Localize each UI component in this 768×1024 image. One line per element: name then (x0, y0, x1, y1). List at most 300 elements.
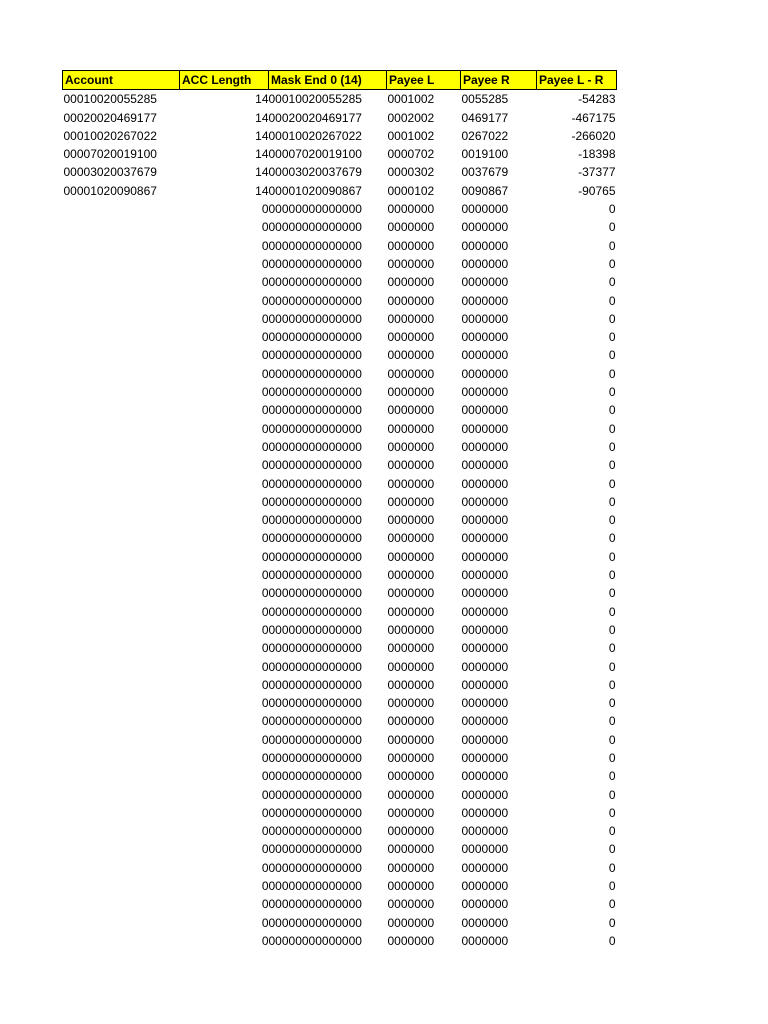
cell-payee-r[interactable]: 0000000 (461, 494, 509, 509)
cell-payee-l[interactable]: 0000000 (387, 439, 435, 454)
cell-payee-diff[interactable]: -90765 (578, 183, 616, 198)
cell-acc-length[interactable]: 0 (261, 476, 269, 491)
cell-account[interactable] (63, 749, 180, 767)
cell-acc-length[interactable]: 0 (261, 439, 269, 454)
cell-acc-length[interactable]: 0 (261, 385, 269, 400)
cell-payee-l[interactable]: 0000000 (387, 696, 435, 711)
cell-mask-end[interactable]: 00000000000000 (268, 458, 362, 473)
cell-payee-diff[interactable]: 0 (608, 385, 616, 400)
cell-payee-diff[interactable]: 0 (608, 622, 616, 637)
cell-payee-r[interactable]: 0000000 (461, 787, 509, 802)
table-row (63, 529, 617, 547)
cell-mask-end[interactable]: 00007020019100 (268, 147, 362, 162)
cell-acc-length[interactable]: 0 (261, 824, 269, 839)
cell-account[interactable] (63, 255, 180, 273)
cell-acc-length[interactable]: 0 (261, 604, 269, 619)
cell-payee-diff[interactable]: 0 (608, 879, 616, 894)
table-row (63, 237, 617, 255)
cell-account[interactable] (63, 804, 180, 822)
cell-payee-l[interactable]: 0000000 (387, 494, 435, 509)
cell-payee-l[interactable]: 0000000 (387, 769, 435, 784)
cell-mask-end[interactable]: 00000000000000 (268, 256, 362, 271)
cell-account[interactable] (63, 200, 180, 218)
cell-account[interactable]: 00007020019100 (63, 147, 157, 162)
cell-payee-l[interactable]: 0000000 (387, 641, 435, 656)
cell-account[interactable] (63, 310, 180, 328)
cell-acc-length[interactable]: 14 (255, 128, 269, 143)
table-row (63, 712, 617, 730)
cell-mask-end[interactable]: 00000000000000 (268, 824, 362, 839)
cell-account[interactable] (63, 475, 180, 493)
cell-payee-diff[interactable]: 0 (608, 330, 616, 345)
cell-account[interactable] (63, 346, 180, 364)
cell-mask-end[interactable]: 00000000000000 (268, 677, 362, 692)
cell-mask-end[interactable]: 00000000000000 (268, 696, 362, 711)
cell-mask-end[interactable]: 00003020037679 (268, 165, 362, 180)
cell-account[interactable] (63, 859, 180, 877)
cell-payee-r[interactable]: 0000000 (461, 385, 509, 400)
cell-account[interactable] (63, 676, 180, 694)
cell-payee-diff[interactable]: 0 (608, 238, 616, 253)
cell-mask-end[interactable]: 00000000000000 (268, 275, 362, 290)
cell-acc-length[interactable]: 0 (261, 641, 269, 656)
cell-payee-l[interactable]: 0000000 (387, 385, 435, 400)
cell-payee-diff[interactable]: 0 (608, 458, 616, 473)
cell-payee-r[interactable]: 0000000 (461, 311, 509, 326)
cell-payee-l[interactable]: 0000000 (387, 513, 435, 528)
cell-payee-diff[interactable]: 0 (608, 787, 616, 802)
cell-payee-r[interactable]: 0000000 (461, 330, 509, 345)
table-row (63, 877, 617, 895)
cell-mask-end[interactable]: 00000000000000 (268, 421, 362, 436)
cell-payee-l[interactable]: 0000000 (387, 604, 435, 619)
cell-payee-diff[interactable]: 0 (608, 275, 616, 290)
cell-acc-length[interactable]: 0 (261, 915, 269, 930)
cell-payee-diff[interactable]: 0 (608, 494, 616, 509)
cell-payee-r[interactable]: 0037679 (461, 165, 509, 180)
cell-payee-r[interactable]: 0000000 (461, 879, 509, 894)
cell-payee-diff[interactable]: 0 (608, 641, 616, 656)
cell-mask-end[interactable]: 00000000000000 (268, 330, 362, 345)
cell-acc-length[interactable]: 0 (261, 568, 269, 583)
cell-payee-l[interactable]: 0000000 (387, 787, 435, 802)
cell-acc-length[interactable]: 14 (255, 110, 269, 125)
cell-mask-end[interactable]: 00000000000000 (268, 531, 362, 546)
cell-payee-diff[interactable]: 0 (608, 220, 616, 235)
cell-acc-length[interactable]: 0 (261, 330, 269, 345)
cell-payee-r[interactable]: 0000000 (461, 933, 509, 948)
cell-payee-diff[interactable]: -266020 (571, 128, 616, 143)
cell-payee-diff[interactable]: 0 (608, 897, 616, 912)
cell-payee-diff[interactable]: 0 (608, 202, 616, 217)
cell-payee-l[interactable]: 0000000 (387, 348, 435, 363)
cell-payee-l[interactable]: 0000302 (387, 165, 435, 180)
cell-mask-end[interactable]: 00000000000000 (268, 513, 362, 528)
cell-payee-r[interactable]: 0267022 (461, 128, 509, 143)
cell-payee-r[interactable]: 0000000 (461, 604, 509, 619)
cell-acc-length[interactable]: 0 (261, 897, 269, 912)
cell-mask-end[interactable]: 00000000000000 (268, 238, 362, 253)
cell-payee-diff[interactable]: 0 (608, 549, 616, 564)
cell-payee-l[interactable]: 0000000 (387, 659, 435, 674)
cell-payee-r[interactable]: 0000000 (461, 366, 509, 381)
cell-mask-end[interactable]: 00010020267022 (268, 128, 362, 143)
cell-acc-length[interactable]: 0 (261, 586, 269, 601)
cell-payee-r[interactable]: 0000000 (461, 641, 509, 656)
cell-payee-diff[interactable]: 0 (608, 696, 616, 711)
table-row (63, 346, 617, 364)
cell-acc-length[interactable]: 14 (255, 147, 269, 162)
cell-acc-length[interactable]: 0 (261, 677, 269, 692)
cell-account[interactable] (63, 786, 180, 804)
cell-payee-l[interactable]: 0001002 (387, 92, 435, 107)
cell-payee-l[interactable]: 0000000 (387, 256, 435, 271)
cell-payee-l[interactable]: 0000000 (387, 824, 435, 839)
cell-payee-diff[interactable]: 0 (608, 348, 616, 363)
header-payee-l[interactable]: Payee L (387, 71, 461, 90)
cell-payee-r[interactable]: 0000000 (461, 805, 509, 820)
cell-payee-l[interactable]: 0000000 (387, 311, 435, 326)
cell-account[interactable] (63, 401, 180, 419)
cell-payee-r[interactable]: 0000000 (461, 513, 509, 528)
cell-payee-diff[interactable]: 0 (608, 531, 616, 546)
cell-payee-r[interactable]: 0000000 (461, 842, 509, 857)
header-acc-length[interactable]: ACC Length (180, 71, 269, 90)
cell-mask-end[interactable]: 00000000000000 (268, 348, 362, 363)
cell-account[interactable] (63, 292, 180, 310)
cell-payee-r[interactable]: 0000000 (461, 677, 509, 692)
cell-payee-diff[interactable]: 0 (608, 439, 616, 454)
cell-payee-l[interactable]: 0000000 (387, 293, 435, 308)
cell-payee-l[interactable]: 0000000 (387, 531, 435, 546)
cell-payee-l[interactable]: 0000000 (387, 275, 435, 290)
cell-mask-end[interactable]: 00000000000000 (268, 659, 362, 674)
cell-account[interactable]: 00010020055285 (63, 92, 157, 107)
table-row (63, 90, 617, 109)
cell-payee-l[interactable]: 0000000 (387, 330, 435, 345)
table-row (63, 218, 617, 236)
cell-payee-diff[interactable]: 0 (608, 677, 616, 692)
cell-mask-end[interactable]: 00000000000000 (268, 403, 362, 418)
cell-acc-length[interactable]: 0 (261, 293, 269, 308)
cell-payee-diff[interactable]: 0 (608, 750, 616, 765)
cell-account[interactable] (63, 822, 180, 840)
cell-acc-length[interactable]: 14 (255, 92, 269, 107)
header-payee-diff[interactable]: Payee L - R (537, 71, 617, 90)
cell-acc-length[interactable]: 0 (261, 860, 269, 875)
cell-payee-l[interactable]: 0000000 (387, 933, 435, 948)
cell-payee-r[interactable]: 0000000 (461, 531, 509, 546)
cell-mask-end[interactable]: 00000000000000 (268, 622, 362, 637)
cell-account[interactable]: 00010020267022 (63, 128, 157, 143)
cell-mask-end[interactable]: 00000000000000 (268, 732, 362, 747)
cell-acc-length[interactable]: 14 (255, 165, 269, 180)
cell-payee-r[interactable]: 0000000 (461, 897, 509, 912)
cell-acc-length[interactable]: 0 (261, 238, 269, 253)
cell-payee-l[interactable]: 0000000 (387, 238, 435, 253)
cell-acc-length[interactable]: 0 (261, 769, 269, 784)
cell-account[interactable] (63, 603, 180, 621)
cell-account[interactable]: 00020020469177 (63, 110, 157, 125)
cell-payee-diff[interactable]: -37377 (578, 165, 616, 180)
cell-acc-length[interactable]: 0 (261, 403, 269, 418)
cell-payee-r[interactable]: 0055285 (461, 92, 509, 107)
cell-mask-end[interactable]: 00000000000000 (268, 933, 362, 948)
cell-payee-l[interactable]: 0000000 (387, 421, 435, 436)
table-row (63, 145, 617, 163)
cell-account[interactable] (63, 914, 180, 932)
cell-account[interactable] (63, 456, 180, 474)
cell-payee-r[interactable]: 0019100 (461, 147, 509, 162)
cell-payee-l[interactable]: 0000000 (387, 677, 435, 692)
cell-mask-end[interactable]: 00000000000000 (268, 586, 362, 601)
cell-payee-diff[interactable]: 0 (608, 476, 616, 491)
cell-mask-end[interactable]: 00000000000000 (268, 915, 362, 930)
cell-mask-end[interactable]: 00001020090867 (268, 183, 362, 198)
cell-payee-l[interactable]: 0000000 (387, 476, 435, 491)
cell-payee-l[interactable]: 0000000 (387, 403, 435, 418)
cell-payee-r[interactable]: 0000000 (461, 202, 509, 217)
cell-payee-r[interactable]: 0000000 (461, 714, 509, 729)
cell-payee-diff[interactable]: 0 (608, 366, 616, 381)
cell-payee-diff[interactable]: 0 (608, 732, 616, 747)
cell-acc-length[interactable]: 0 (261, 933, 269, 948)
cell-payee-diff[interactable]: 0 (608, 860, 616, 875)
cell-account[interactable] (63, 767, 180, 785)
table-row (63, 804, 617, 822)
cell-acc-length[interactable]: 0 (261, 750, 269, 765)
cell-account[interactable] (63, 840, 180, 858)
cell-payee-l[interactable]: 0000000 (387, 897, 435, 912)
cell-account[interactable] (63, 438, 180, 456)
cell-payee-diff[interactable]: -18398 (578, 147, 616, 162)
table-row (63, 859, 617, 877)
cell-payee-diff[interactable]: 0 (608, 769, 616, 784)
cell-payee-l[interactable]: 0002002 (387, 110, 435, 125)
cell-mask-end[interactable]: 00000000000000 (268, 439, 362, 454)
cell-payee-r[interactable]: 0000000 (461, 568, 509, 583)
cell-acc-length[interactable]: 0 (261, 458, 269, 473)
cell-acc-length[interactable]: 0 (261, 421, 269, 436)
cell-payee-r[interactable]: 0000000 (461, 275, 509, 290)
cell-account[interactable] (63, 658, 180, 676)
cell-payee-r[interactable]: 0000000 (461, 824, 509, 839)
cell-payee-r[interactable]: 0000000 (461, 439, 509, 454)
cell-acc-length[interactable]: 0 (261, 311, 269, 326)
cell-account[interactable] (63, 529, 180, 547)
cell-payee-r[interactable]: 0000000 (461, 732, 509, 747)
cell-payee-r[interactable]: 0000000 (461, 769, 509, 784)
cell-payee-r[interactable]: 0000000 (461, 659, 509, 674)
cell-mask-end[interactable]: 00000000000000 (268, 750, 362, 765)
cell-account[interactable] (63, 694, 180, 712)
cell-payee-l[interactable]: 0000102 (387, 183, 435, 198)
table-row (63, 273, 617, 291)
cell-payee-diff[interactable]: 0 (608, 933, 616, 948)
cell-account[interactable] (63, 877, 180, 895)
cell-account[interactable] (63, 218, 180, 236)
cell-payee-r[interactable]: 0000000 (461, 256, 509, 271)
cell-mask-end[interactable]: 00000000000000 (268, 202, 362, 217)
cell-payee-diff[interactable]: 0 (608, 568, 616, 583)
cell-payee-diff[interactable]: 0 (608, 714, 616, 729)
cell-payee-diff[interactable]: 0 (608, 513, 616, 528)
table-row (63, 639, 617, 657)
cell-payee-l[interactable]: 0000000 (387, 714, 435, 729)
cell-acc-length[interactable]: 0 (261, 531, 269, 546)
cell-payee-l[interactable]: 0000000 (387, 750, 435, 765)
cell-payee-r[interactable]: 0000000 (461, 860, 509, 875)
cell-acc-length[interactable]: 0 (261, 348, 269, 363)
cell-acc-length[interactable]: 0 (261, 256, 269, 271)
cell-payee-l[interactable]: 0000000 (387, 220, 435, 235)
cell-payee-diff[interactable]: 0 (608, 604, 616, 619)
cell-payee-diff[interactable]: 0 (608, 293, 616, 308)
cell-acc-length[interactable]: 0 (261, 549, 269, 564)
cell-payee-l[interactable]: 0000000 (387, 842, 435, 857)
cell-payee-l[interactable]: 0000000 (387, 366, 435, 381)
cell-account[interactable] (63, 584, 180, 602)
cell-mask-end[interactable]: 00000000000000 (268, 568, 362, 583)
cell-acc-length[interactable]: 0 (261, 879, 269, 894)
cell-mask-end[interactable]: 00000000000000 (268, 641, 362, 656)
cell-acc-length[interactable]: 0 (261, 366, 269, 381)
cell-payee-l[interactable]: 0000000 (387, 732, 435, 747)
cell-account[interactable] (63, 237, 180, 255)
cell-account[interactable] (63, 273, 180, 291)
cell-mask-end[interactable]: 00010020055285 (268, 92, 362, 107)
cell-payee-r[interactable]: 0000000 (461, 915, 509, 930)
cell-acc-length[interactable]: 0 (261, 513, 269, 528)
cell-payee-l[interactable]: 0000000 (387, 860, 435, 875)
cell-acc-length[interactable]: 0 (261, 275, 269, 290)
cell-payee-diff[interactable]: -467175 (571, 110, 616, 125)
cell-payee-diff[interactable]: -54283 (578, 92, 616, 107)
cell-payee-diff[interactable]: 0 (608, 421, 616, 436)
cell-payee-diff[interactable]: 0 (608, 256, 616, 271)
cell-mask-end[interactable]: 00000000000000 (268, 494, 362, 509)
cell-mask-end[interactable]: 00000000000000 (268, 842, 362, 857)
cell-mask-end[interactable]: 00000000000000 (268, 879, 362, 894)
cell-payee-diff[interactable]: 0 (608, 311, 616, 326)
cell-mask-end[interactable]: 00000000000000 (268, 220, 362, 235)
cell-account[interactable]: 00003020037679 (63, 165, 157, 180)
cell-payee-r[interactable]: 0000000 (461, 549, 509, 564)
cell-mask-end[interactable]: 00000000000000 (268, 897, 362, 912)
cell-payee-l[interactable]: 0000702 (387, 147, 435, 162)
cell-mask-end[interactable]: 00000000000000 (268, 787, 362, 802)
cell-acc-length[interactable]: 0 (261, 842, 269, 857)
cell-acc-length[interactable]: 0 (261, 220, 269, 235)
cell-account[interactable] (63, 383, 180, 401)
cell-payee-r[interactable]: 0469177 (461, 110, 509, 125)
cell-mask-end[interactable]: 00000000000000 (268, 549, 362, 564)
cell-acc-length[interactable]: 0 (261, 622, 269, 637)
cell-payee-r[interactable]: 0000000 (461, 348, 509, 363)
cell-payee-l[interactable]: 0000000 (387, 549, 435, 564)
cell-account[interactable] (63, 328, 180, 346)
cell-payee-r[interactable]: 0000000 (461, 750, 509, 765)
cell-mask-end[interactable]: 00000000000000 (268, 385, 362, 400)
header-account[interactable]: Account (63, 71, 180, 90)
cell-payee-l[interactable]: 0000000 (387, 202, 435, 217)
cell-account[interactable] (63, 712, 180, 730)
cell-account[interactable] (63, 548, 180, 566)
cell-payee-l[interactable]: 0000000 (387, 805, 435, 820)
cell-acc-length[interactable]: 0 (261, 805, 269, 820)
cell-payee-l[interactable]: 0000000 (387, 568, 435, 583)
cell-acc-length[interactable]: 0 (261, 659, 269, 674)
cell-mask-end[interactable]: 00000000000000 (268, 366, 362, 381)
cell-mask-end[interactable]: 00000000000000 (268, 769, 362, 784)
cell-payee-l[interactable]: 0000000 (387, 458, 435, 473)
cell-account[interactable] (63, 895, 180, 913)
cell-acc-length[interactable]: 0 (261, 787, 269, 802)
cell-account[interactable] (63, 932, 180, 950)
cell-payee-l[interactable]: 0000000 (387, 586, 435, 601)
cell-payee-l[interactable]: 0000000 (387, 879, 435, 894)
cell-payee-r[interactable]: 0000000 (461, 476, 509, 491)
cell-mask-end[interactable]: 00000000000000 (268, 860, 362, 875)
cell-mask-end[interactable]: 00000000000000 (268, 805, 362, 820)
cell-account[interactable] (63, 365, 180, 383)
cell-account[interactable] (63, 731, 180, 749)
cell-acc-length[interactable]: 0 (261, 714, 269, 729)
cell-account[interactable] (63, 621, 180, 639)
cell-payee-r[interactable]: 0090867 (461, 183, 509, 198)
cell-mask-end[interactable]: 00000000000000 (268, 311, 362, 326)
cell-payee-l[interactable]: 0000000 (387, 622, 435, 637)
cell-payee-l[interactable]: 0001002 (387, 128, 435, 143)
cell-acc-length[interactable]: 0 (261, 696, 269, 711)
cell-account[interactable] (63, 511, 180, 529)
cell-payee-diff[interactable]: 0 (608, 915, 616, 930)
cell-payee-r[interactable]: 0000000 (461, 622, 509, 637)
cell-payee-diff[interactable]: 0 (608, 659, 616, 674)
cell-mask-end[interactable]: 00000000000000 (268, 714, 362, 729)
cell-payee-r[interactable]: 0000000 (461, 403, 509, 418)
cell-acc-length[interactable]: 0 (261, 494, 269, 509)
cell-payee-r[interactable]: 0000000 (461, 238, 509, 253)
cell-payee-diff[interactable]: 0 (608, 824, 616, 839)
cell-payee-r[interactable]: 0000000 (461, 696, 509, 711)
cell-acc-length[interactable]: 0 (261, 732, 269, 747)
cell-account[interactable] (63, 639, 180, 657)
cell-payee-r[interactable]: 0000000 (461, 458, 509, 473)
cell-payee-r[interactable]: 0000000 (461, 421, 509, 436)
header-mask-end[interactable]: Mask End 0 (14) (269, 71, 387, 90)
cell-acc-length[interactable]: 0 (261, 202, 269, 217)
cell-payee-diff[interactable]: 0 (608, 805, 616, 820)
cell-account[interactable] (63, 493, 180, 511)
cell-account[interactable] (63, 420, 180, 438)
cell-acc-length[interactable]: 14 (255, 183, 269, 198)
cell-payee-r[interactable]: 0000000 (461, 586, 509, 601)
cell-payee-r[interactable]: 0000000 (461, 220, 509, 235)
cell-account[interactable]: 00001020090867 (63, 183, 157, 198)
cell-payee-diff[interactable]: 0 (608, 586, 616, 601)
cell-payee-r[interactable]: 0000000 (461, 293, 509, 308)
cell-payee-l[interactable]: 0000000 (387, 915, 435, 930)
cell-mask-end[interactable]: 00020020469177 (268, 110, 362, 125)
header-payee-r[interactable]: Payee R (461, 71, 537, 90)
cell-payee-diff[interactable]: 0 (608, 403, 616, 418)
cell-account[interactable] (63, 566, 180, 584)
cell-mask-end[interactable]: 00000000000000 (268, 293, 362, 308)
cell-mask-end[interactable]: 00000000000000 (268, 476, 362, 491)
cell-mask-end[interactable]: 00000000000000 (268, 604, 362, 619)
cell-payee-diff[interactable]: 0 (608, 842, 616, 857)
